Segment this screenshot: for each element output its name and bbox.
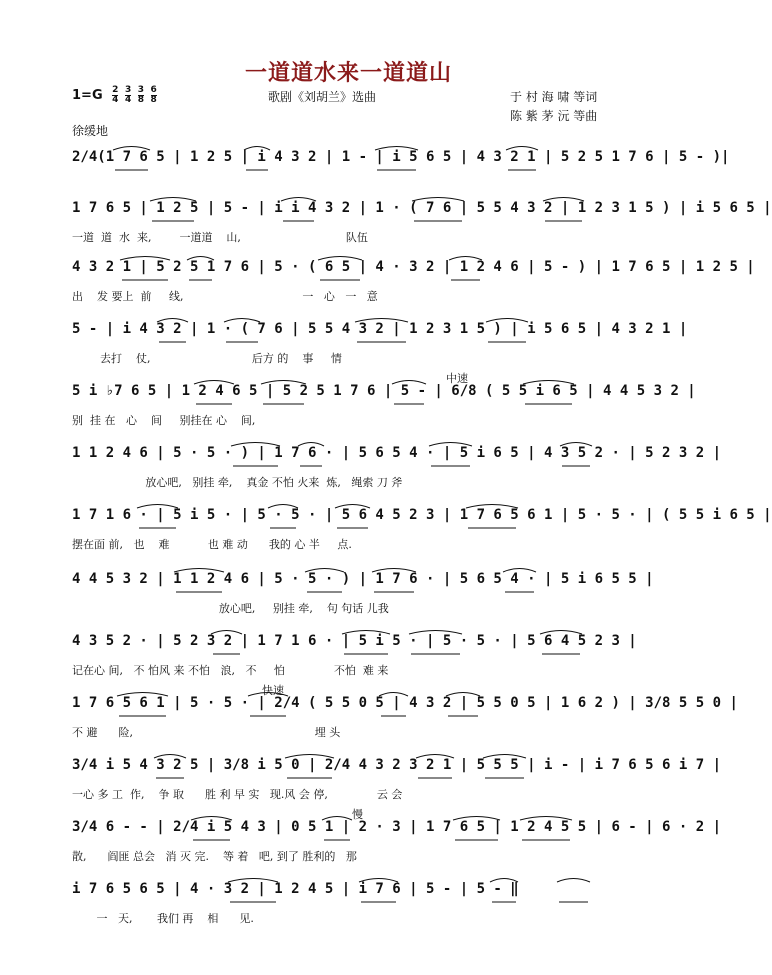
notation-line: 4 3 2 1 | 5 2 5 1 7 6 | 5 · ( 6 5 | 4 · 3 2 | 1 2 4 6 | 5 - ) | 1 7 6 5 | 1 2 5 | <box>72 259 755 275</box>
tempo-marking-slow: 慢 <box>352 808 363 821</box>
meter-6-8: $\frac{6}{8}$ <box>150 85 157 105</box>
lyrics-line: 不 避 险, 埋 头 <box>72 726 341 739</box>
lyrics-line: 一道 道 水 来, 一道道 山, 队伍 <box>72 231 368 244</box>
notation-line: 2/4(1 7 6 5 | 1 2 5 | i 4 3 2 | 1 - | i 5 6 5 | 4 3 2 1 | 5 2 5 1 7 6 | 5 - )| <box>72 149 730 165</box>
notation-line: 5 - | i 4 3 2 | 1 · ( 7 6 | 5 5 4 3 2 | 1 2 3 1 5 ) | i 5 6 5 | 4 3 2 1 | <box>72 321 688 337</box>
lyrics-line: 别 挂 在 心 间 别挂在 心 间, <box>72 414 256 427</box>
lyrics-line: 放心吧, 别挂 牵, 真金 不怕 火来 炼, 绳索 刀 斧 <box>72 476 403 489</box>
tempo-marking-start: 徐缓地 <box>72 124 109 138</box>
credits <box>510 88 597 126</box>
lyrics-line: 一 天, 我们 再 相 见. <box>72 912 254 925</box>
notation-line: 5 i ♭7 6 5 | 1 2 4 6 5 | 5 2 5 1 7 6 | 5 - | 6/8 ( 5 5 i 6 5 | 4 4 5 3 2 | <box>72 383 696 399</box>
tempo-marking-moderate: 中速 <box>446 372 468 385</box>
notation-line: 1 7 6 5 6 1 | 5 · 5 · | 2/4 ( 5 5 0 5 | 4 3 2 | 5 5 0 5 | 1 6 2 ) | 3/8 5 5 0 | <box>72 695 738 711</box>
composer-credit: 陈 紫 茅 沅 等曲 <box>510 109 598 123</box>
notation-line: 3/4 6 - - | 2/4 i 5 4 3 | 0 5 1 | 2 · 3 | 1 7 6 5 | 1 2 4 5 5 | 6 - | 6 · 2 | <box>72 819 722 835</box>
lyricist-credit: 于 村 海 啸 等词 <box>510 90 598 104</box>
notation-line: 4 3 5 2 · | 5 2 3 2 | 1 7 1 6 · | 5 i 5 · | 5 · 5 · | 5 6 4 5 2 3 | <box>72 633 637 649</box>
tempo-marking-fast: 快速 <box>262 684 284 697</box>
lyrics-line: 摆在面 前, 也 难 也 难 动 我的 心 半 点. <box>72 538 352 551</box>
source-note: 歌剧《刘胡兰》选曲 <box>268 90 377 104</box>
key-signature: 1=G <box>72 88 103 103</box>
meter-2-4: $\frac{2}{4}$ <box>112 85 119 105</box>
lyrics-line: 放心吧, 别挂 牵, 句 句话 儿我 <box>72 602 389 615</box>
lyrics-line: 一心 多 工 作, 争 取 胜 利 早 实 现.风 会 停, 云 会 <box>72 788 403 801</box>
meter-3-8: $\frac{3}{8}$ <box>137 85 144 105</box>
lyrics-line: 出 发 要上 前 线, 一 心 一 意 <box>72 290 378 303</box>
lyrics-line: 去打 仗, 后方 的 事 情 <box>72 352 342 365</box>
key-and-meter <box>72 86 158 105</box>
song-title: 一道道水来一道道山 <box>244 60 452 86</box>
meter-3-4: $\frac{3}{4}$ <box>124 85 132 105</box>
notation-line: 1 7 1 6 · | 5 i 5 · | 5 · 5 · | 5 6 4 5 2 3 | 1 7 6 5 6 1 | 5 · 5 · | ( 5 5 i 6 5 | <box>72 507 772 523</box>
lyrics-line <box>72 178 620 196</box>
notation-line: 1 7 6 5 | 1 2 5 | 5 - | i i 4 3 2 | 1 · ( 7 6 | 5 5 4 3 2 | 1 2 3 1 5 ) | i 5 6 5 | <box>72 200 772 216</box>
lyrics-line: 散, 阎匪 总会 消 灭 完. 等 着 吧, 到了 胜利的 那 <box>72 850 357 863</box>
lyrics-line: 记在心 间, 不 怕风 来 不怕 浪, 不 怕 不怕 难 来 <box>72 664 389 677</box>
notation-line: 4 4 5 3 2 | 1 1 2 4 6 | 5 · 5 · ) | 1 7 6 · | 5 6 5 4 · | 5 i 6 5 5 | <box>72 571 654 587</box>
notation-line: 1 1 2 4 6 | 5 · 5 · ) | 1 7 6 · | 5 6 5 4 · | 5 i 6 5 | 4 3 5 2 · | 5 2 3 2 | <box>72 445 722 461</box>
notation-line: i 7 6 5 6 5 | 4 · 3 2 | 1 2 4 5 | i 7 6 | 5 - | 5 - ‖ <box>72 881 519 897</box>
meter-list <box>111 86 158 105</box>
notation-line: 3/4 i 5 4 3 2 5 | 3/8 i 5 0 | 2/4 4 3 2 3 2 1 | 5 5 5 | i - | i 7 6 5 6 i 7 | <box>72 757 722 773</box>
